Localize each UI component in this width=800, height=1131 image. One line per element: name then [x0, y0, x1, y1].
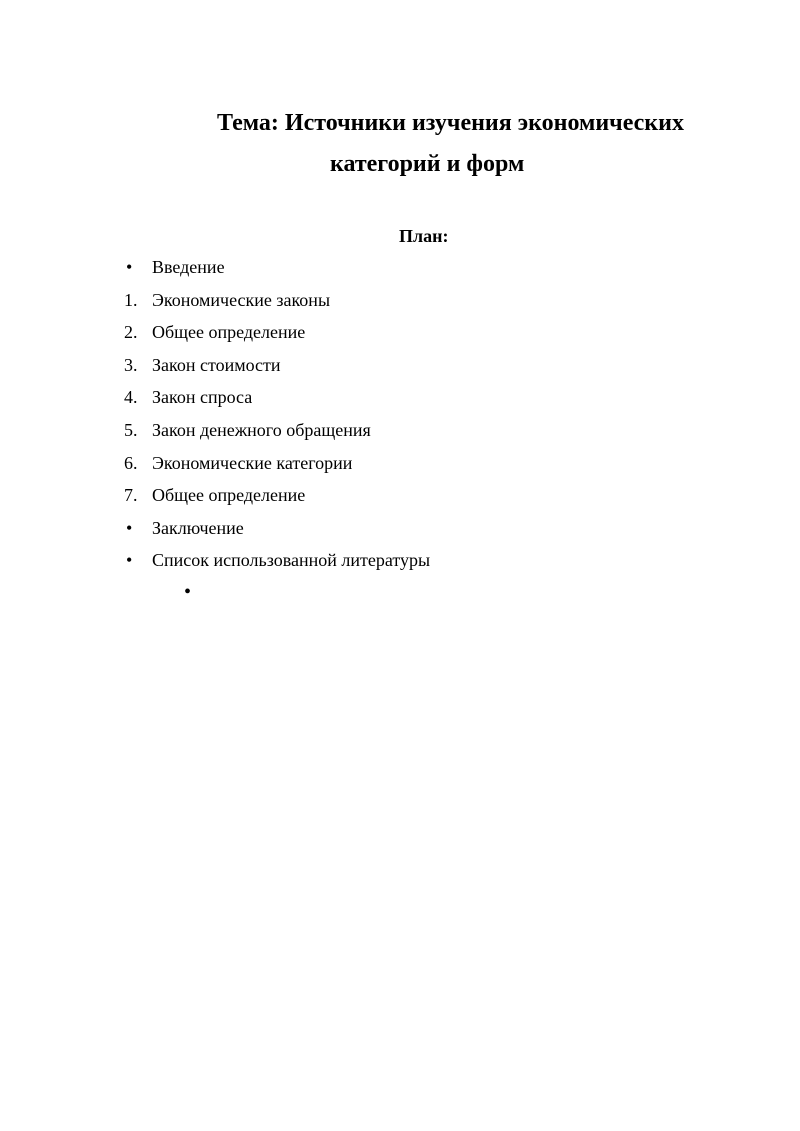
plan-item-text: Закон денежного обращения	[152, 419, 371, 440]
plan-item-references	[124, 548, 430, 581]
plan-item-text: Закон стоимости	[152, 354, 281, 375]
plan-item-text: Общее определение	[152, 322, 306, 343]
plan-item-3	[124, 353, 430, 386]
plan-heading: План:	[399, 226, 449, 246]
list-number: 3.	[124, 354, 138, 375]
plan-item-text: Введение	[152, 257, 225, 277]
plan-item-text: Экономические категории	[152, 452, 353, 473]
list-number: 1.	[124, 289, 138, 310]
plan-item-2	[124, 320, 430, 353]
list-number: 7.	[124, 485, 138, 506]
plan-item-text: Закон спроса	[152, 387, 253, 408]
plan-list	[124, 255, 430, 581]
list-number: 2.	[124, 322, 138, 343]
plan-item-7	[124, 483, 430, 516]
plan-item-text: Общее определение	[152, 485, 306, 506]
list-bullet: •	[126, 550, 133, 571]
plan-item-introduction	[124, 255, 430, 288]
empty-list-bullet: •	[184, 581, 192, 603]
plan-item-4	[124, 385, 430, 418]
list-number: 4.	[124, 387, 138, 408]
page-title-line-2: категорий и форм	[330, 151, 525, 177]
plan-item-text: Экономические законы	[152, 289, 331, 310]
plan-item-text: Список использованной литературы	[152, 550, 431, 571]
list-bullet: •	[126, 257, 133, 277]
plan-item-6	[124, 451, 430, 484]
plan-item-text: Заключение	[152, 517, 244, 538]
plan-item-1	[124, 288, 430, 321]
list-bullet: •	[126, 517, 133, 538]
plan-item-5	[124, 418, 430, 451]
page-title-line-1: Тема: Источники изучения экономических	[217, 110, 684, 136]
plan-item-conclusion	[124, 516, 430, 549]
list-number: 6.	[124, 452, 138, 473]
list-number: 5.	[124, 419, 138, 440]
